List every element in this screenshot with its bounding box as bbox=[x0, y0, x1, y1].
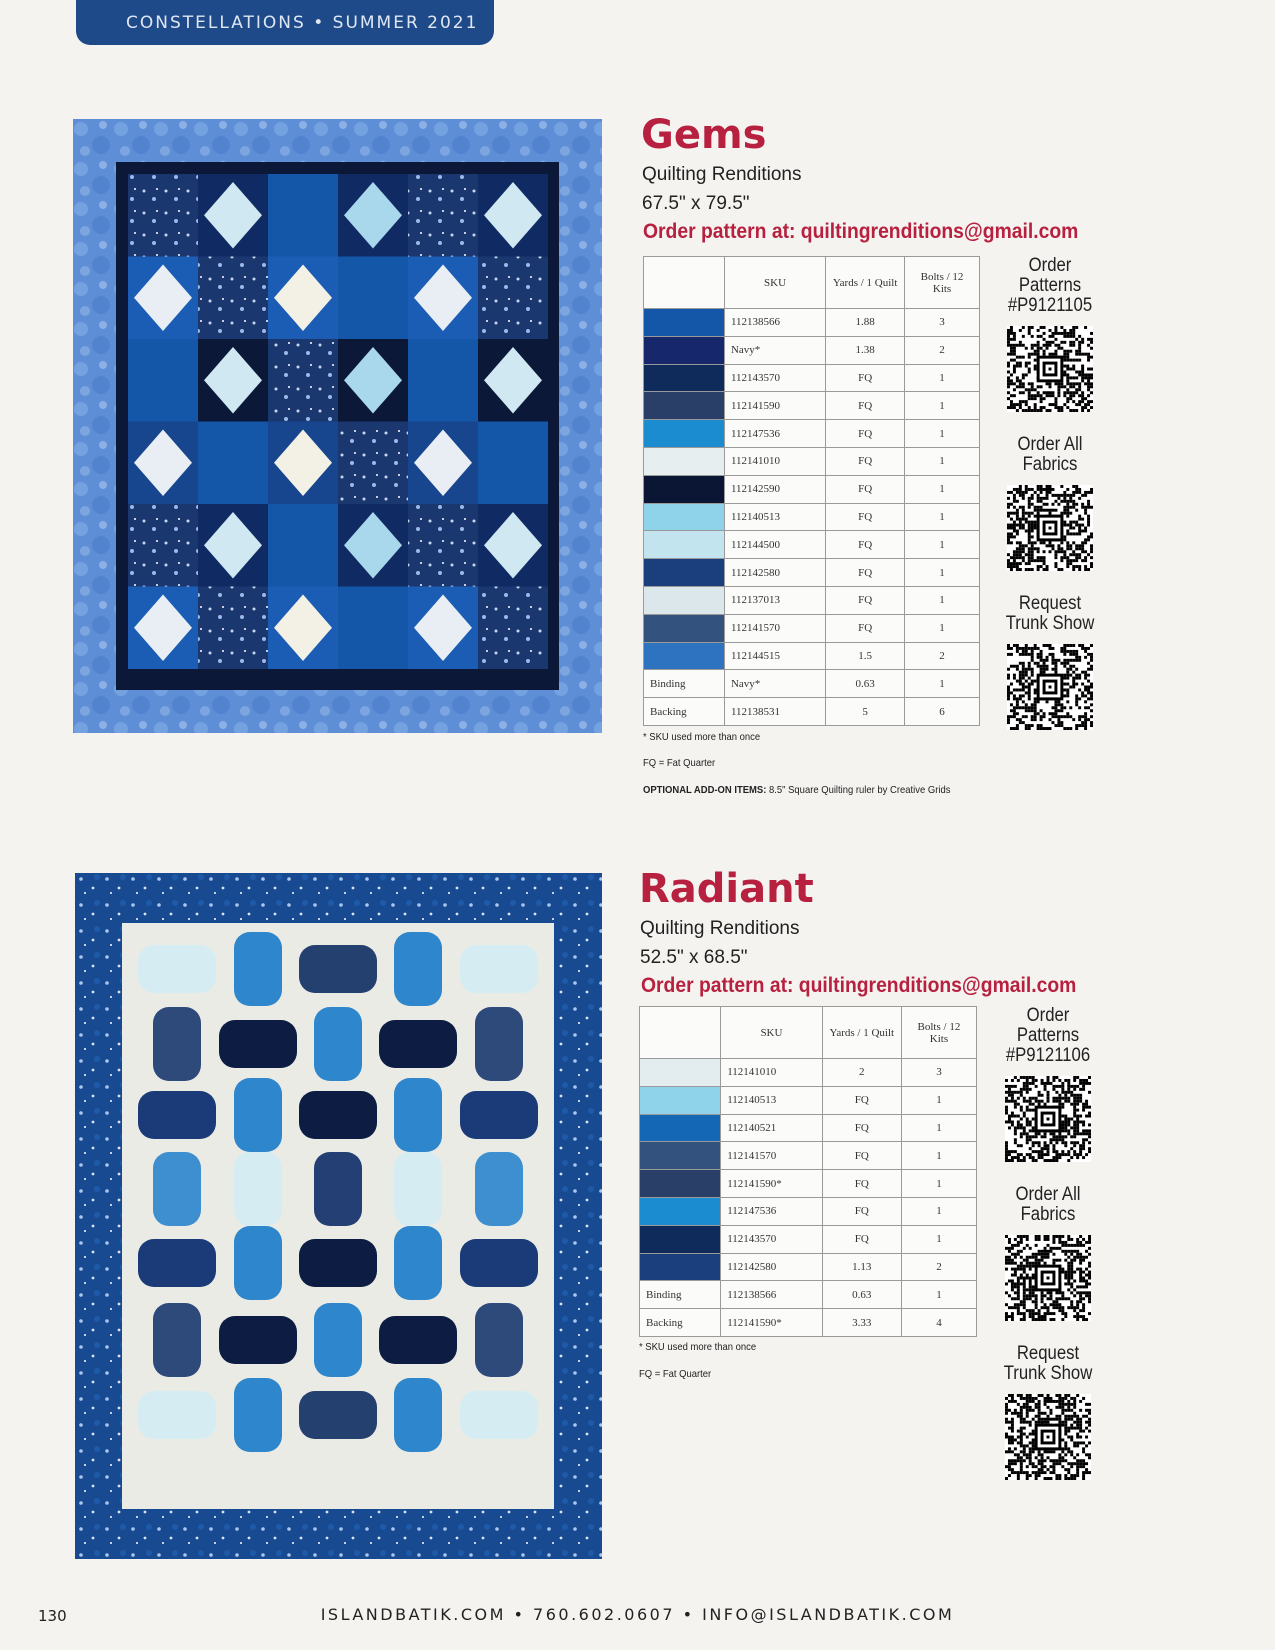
sku-cell: 112141570 bbox=[721, 1142, 823, 1170]
yards-cell: FQ bbox=[822, 1197, 901, 1225]
bolts-cell: 1 bbox=[905, 586, 980, 614]
quilt-oval bbox=[314, 1303, 362, 1377]
table-row bbox=[640, 1197, 977, 1225]
bolts-cell: 2 bbox=[901, 1253, 976, 1281]
quilt-oval bbox=[314, 1152, 362, 1226]
yards-cell: FQ bbox=[822, 1225, 901, 1253]
quilt-oval bbox=[138, 1091, 216, 1139]
table-row bbox=[640, 1281, 977, 1309]
sku-cell: 112140513 bbox=[724, 503, 825, 531]
quilt-block bbox=[408, 174, 478, 257]
gems-qr-order-fabrics[interactable] bbox=[990, 435, 1110, 576]
bolts-cell: 1 bbox=[901, 1114, 976, 1142]
quilt-block bbox=[478, 587, 548, 670]
quilt-block bbox=[128, 174, 198, 257]
quilt-oval bbox=[460, 1239, 538, 1287]
qr-code-icon bbox=[1005, 1076, 1091, 1162]
addon-label: OPTIONAL ADD-ON ITEMS: bbox=[643, 784, 767, 796]
table-row bbox=[644, 336, 980, 364]
yards-header: Yards / 1 Quilt bbox=[822, 1007, 901, 1059]
quilt-oval bbox=[394, 1226, 442, 1300]
fabric-swatch bbox=[640, 1253, 721, 1281]
table-row bbox=[644, 392, 980, 420]
bolts-cell: 1 bbox=[905, 420, 980, 448]
quilt-oval bbox=[379, 1316, 457, 1364]
yards-cell: FQ bbox=[826, 475, 905, 503]
fabric-swatch bbox=[640, 1225, 721, 1253]
yards-cell: FQ bbox=[826, 420, 905, 448]
row-label: Binding bbox=[640, 1281, 721, 1309]
quilt-oval bbox=[153, 1152, 201, 1226]
sku-cell: 112142590 bbox=[724, 475, 825, 503]
yards-cell: 1.5 bbox=[826, 642, 905, 670]
sku-cell: 112137013 bbox=[724, 586, 825, 614]
quilt-oval bbox=[219, 1316, 297, 1364]
bolts-cell: 1 bbox=[905, 475, 980, 503]
gems-fabric-table bbox=[643, 256, 980, 726]
table-row bbox=[640, 1253, 977, 1281]
sku-cell: Navy* bbox=[724, 336, 825, 364]
quilt-oval bbox=[475, 1007, 523, 1081]
yards-cell: FQ bbox=[826, 503, 905, 531]
yards-cell: FQ bbox=[826, 364, 905, 392]
fabric-swatch bbox=[644, 420, 725, 448]
yards-cell: FQ bbox=[822, 1114, 901, 1142]
yards-cell: 1.13 bbox=[822, 1253, 901, 1281]
yards-cell: FQ bbox=[826, 559, 905, 587]
bolts-cell: 3 bbox=[901, 1059, 976, 1087]
fabric-swatch bbox=[640, 1114, 721, 1142]
bolts-cell: 1 bbox=[901, 1197, 976, 1225]
yards-cell: FQ bbox=[826, 531, 905, 559]
radiant-qr-order-fabrics[interactable] bbox=[988, 1185, 1108, 1326]
table-row bbox=[640, 1225, 977, 1253]
yards-cell: FQ bbox=[822, 1170, 901, 1198]
fabric-swatch bbox=[640, 1142, 721, 1170]
quilt-block bbox=[338, 422, 408, 505]
qr-code-icon bbox=[1007, 644, 1093, 730]
quilt-oval bbox=[394, 932, 442, 1006]
bolts-cell: 1 bbox=[905, 392, 980, 420]
fabric-swatch bbox=[644, 503, 725, 531]
quilt-oval bbox=[379, 1020, 457, 1068]
bolts-header: Bolts / 12 Kits bbox=[905, 257, 980, 309]
quilt-oval bbox=[299, 1091, 377, 1139]
sku-cell: 112143570 bbox=[724, 364, 825, 392]
table-row bbox=[644, 559, 980, 587]
sku-cell: 112140513 bbox=[721, 1086, 823, 1114]
quilt-oval bbox=[475, 1152, 523, 1226]
table-row bbox=[644, 670, 980, 698]
bolts-cell: 2 bbox=[905, 642, 980, 670]
sku-header: SKU bbox=[724, 257, 825, 309]
gems-order-link[interactable]: Order pattern at: quiltingrenditions@gmail.com bbox=[643, 220, 1079, 243]
table-row bbox=[640, 1059, 977, 1087]
fabric-swatch bbox=[644, 447, 725, 475]
radiant-qr-column bbox=[988, 1006, 1108, 1485]
gems-qr-column bbox=[990, 256, 1110, 735]
fabric-swatch bbox=[644, 475, 725, 503]
gems-sku-note: * SKU used more than once bbox=[643, 731, 761, 743]
yards-cell: FQ bbox=[826, 586, 905, 614]
quilt-block bbox=[268, 174, 338, 257]
quilt-oval bbox=[234, 1226, 282, 1300]
sku-cell: 112141010 bbox=[721, 1059, 823, 1087]
table-row bbox=[640, 1170, 977, 1198]
sku-cell: 112141010 bbox=[724, 447, 825, 475]
table-row bbox=[640, 1086, 977, 1114]
quilt-oval bbox=[299, 1239, 377, 1287]
table-row bbox=[644, 698, 980, 726]
quilt-oval bbox=[460, 1091, 538, 1139]
sku-cell: 112147536 bbox=[721, 1197, 823, 1225]
sku-cell: 112141590* bbox=[721, 1170, 823, 1198]
table-row bbox=[644, 309, 980, 337]
quilt-oval bbox=[475, 1303, 523, 1377]
sku-cell: 112141590 bbox=[724, 392, 825, 420]
quilt-block bbox=[478, 422, 548, 505]
swatch-header bbox=[640, 1007, 721, 1059]
quilt-block bbox=[268, 339, 338, 422]
qr-label: Order Patterns #P9121105 bbox=[1007, 255, 1093, 316]
fabric-swatch bbox=[640, 1086, 721, 1114]
quilt-oval bbox=[138, 1391, 216, 1439]
table-row bbox=[644, 531, 980, 559]
quilt-oval bbox=[299, 945, 377, 993]
yards-cell: 5 bbox=[826, 698, 905, 726]
quilt-block bbox=[198, 587, 268, 670]
yards-cell: 0.63 bbox=[826, 670, 905, 698]
quilt-oval bbox=[138, 1239, 216, 1287]
table-row bbox=[644, 420, 980, 448]
quilt-block bbox=[268, 504, 338, 587]
row-label: Backing bbox=[640, 1309, 721, 1337]
bolts-cell: 1 bbox=[905, 614, 980, 642]
bolts-cell: 1 bbox=[901, 1281, 976, 1309]
quilt-block bbox=[408, 504, 478, 587]
sku-cell: 112143570 bbox=[721, 1225, 823, 1253]
gems-fq-note: FQ = Fat Quarter bbox=[643, 757, 716, 769]
sku-cell: 112144515 bbox=[724, 642, 825, 670]
gems-qr-order-patterns[interactable] bbox=[990, 256, 1110, 417]
gems-addon-note bbox=[643, 785, 967, 796]
table-row bbox=[644, 447, 980, 475]
table-row bbox=[644, 586, 980, 614]
gems-size: 67.5" x 79.5" bbox=[642, 193, 750, 214]
quilt-block bbox=[128, 504, 198, 587]
sku-header: SKU bbox=[721, 1007, 823, 1059]
radiant-quilt-image bbox=[75, 873, 602, 1559]
yards-cell: 1.88 bbox=[826, 309, 905, 337]
sku-cell: 112138566 bbox=[724, 309, 825, 337]
fabric-swatch bbox=[640, 1170, 721, 1198]
gems-designer: Quilting Renditions bbox=[642, 164, 802, 185]
quilt-oval bbox=[219, 1020, 297, 1068]
quilt-oval bbox=[299, 1391, 377, 1439]
fabric-swatch bbox=[640, 1059, 721, 1087]
sku-cell: 112138566 bbox=[721, 1281, 823, 1309]
footer-contact: ISLANDBATIK.COM • 760.602.0607 • INFO@ISLANDBATIK.COM bbox=[320, 1605, 955, 1624]
quilt-oval bbox=[394, 1078, 442, 1152]
qr-label: Request Trunk Show bbox=[1005, 593, 1095, 634]
bolts-cell: 3 bbox=[905, 309, 980, 337]
section-header-tab bbox=[76, 0, 494, 45]
quilt-oval bbox=[460, 945, 538, 993]
quilt-block bbox=[478, 257, 548, 340]
table-row bbox=[640, 1309, 977, 1337]
page-number: 130 bbox=[38, 1607, 67, 1625]
swatch-header bbox=[644, 257, 725, 309]
fabric-swatch bbox=[644, 531, 725, 559]
gems-qr-trunk-show[interactable] bbox=[990, 594, 1110, 735]
quilt-block bbox=[408, 339, 478, 422]
bolts-header: Bolts / 12 Kits bbox=[901, 1007, 976, 1059]
yards-cell: 1.38 bbox=[826, 336, 905, 364]
yards-cell: FQ bbox=[822, 1086, 901, 1114]
table-row bbox=[644, 642, 980, 670]
sku-cell: 112140521 bbox=[721, 1114, 823, 1142]
bolts-cell: 6 bbox=[905, 698, 980, 726]
sku-cell: 112141590* bbox=[721, 1309, 823, 1337]
table-row bbox=[644, 364, 980, 392]
quilt-oval bbox=[234, 1378, 282, 1452]
quilt-oval bbox=[234, 932, 282, 1006]
table-row bbox=[640, 1142, 977, 1170]
radiant-qr-trunk-show[interactable] bbox=[988, 1344, 1108, 1485]
bolts-cell: 1 bbox=[905, 531, 980, 559]
addon-text: 8.5" Square Quilting ruler by Creative Grids bbox=[766, 784, 951, 796]
fabric-swatch bbox=[644, 309, 725, 337]
sku-cell: Navy* bbox=[724, 670, 825, 698]
quilt-block bbox=[338, 587, 408, 670]
row-label: Backing bbox=[644, 698, 725, 726]
gems-title: Gems bbox=[641, 112, 767, 158]
fabric-swatch bbox=[644, 559, 725, 587]
quilt-oval bbox=[394, 1152, 442, 1226]
fabric-swatch bbox=[640, 1197, 721, 1225]
yards-cell: 0.63 bbox=[822, 1281, 901, 1309]
qr-label: Order All Fabrics bbox=[1015, 1184, 1081, 1225]
bolts-cell: 1 bbox=[905, 670, 980, 698]
bolts-cell: 1 bbox=[905, 559, 980, 587]
radiant-order-link[interactable]: Order pattern at: quiltingrenditions@gmail.com bbox=[641, 974, 1077, 997]
qr-code-icon bbox=[1007, 326, 1093, 412]
quilt-block bbox=[198, 257, 268, 340]
bolts-cell: 1 bbox=[901, 1142, 976, 1170]
bolts-cell: 2 bbox=[905, 336, 980, 364]
radiant-fq-note: FQ = Fat Quarter bbox=[639, 1368, 712, 1380]
radiant-qr-order-patterns[interactable] bbox=[988, 1006, 1108, 1167]
bolts-cell: 1 bbox=[905, 364, 980, 392]
yards-cell: FQ bbox=[826, 447, 905, 475]
sku-cell: 112138531 bbox=[724, 698, 825, 726]
qr-label: Order All Fabrics bbox=[1017, 434, 1083, 475]
fabric-swatch bbox=[644, 336, 725, 364]
gems-quilt-image bbox=[73, 119, 602, 733]
quilt-oval bbox=[234, 1078, 282, 1152]
bolts-cell: 4 bbox=[901, 1309, 976, 1337]
radiant-title: Radiant bbox=[639, 866, 814, 912]
qr-label: Request Trunk Show bbox=[1003, 1343, 1093, 1384]
radiant-fabric-table bbox=[639, 1006, 977, 1337]
quilt-oval bbox=[153, 1007, 201, 1081]
qr-label: Order Patterns #P9121106 bbox=[1005, 1005, 1091, 1066]
radiant-sku-note: * SKU used more than once bbox=[639, 1341, 757, 1353]
fabric-swatch bbox=[644, 614, 725, 642]
yards-cell: FQ bbox=[822, 1142, 901, 1170]
section-header-label: CONSTELLATIONS • SUMMER 2021 bbox=[126, 12, 479, 33]
quilt-oval bbox=[460, 1391, 538, 1439]
yards-cell: 2 bbox=[822, 1059, 901, 1087]
sku-cell: 112147536 bbox=[724, 420, 825, 448]
qr-code-icon bbox=[1005, 1394, 1091, 1480]
table-row bbox=[644, 614, 980, 642]
radiant-designer: Quilting Renditions bbox=[640, 918, 800, 939]
bolts-cell: 1 bbox=[901, 1086, 976, 1114]
quilt-oval bbox=[394, 1378, 442, 1452]
quilt-block bbox=[338, 257, 408, 340]
bolts-cell: 1 bbox=[901, 1225, 976, 1253]
quilt-block bbox=[128, 339, 198, 422]
fabric-swatch bbox=[644, 642, 725, 670]
qr-code-icon bbox=[1007, 485, 1093, 571]
quilt-oval bbox=[234, 1152, 282, 1226]
sku-cell: 112142580 bbox=[721, 1253, 823, 1281]
yards-header: Yards / 1 Quilt bbox=[826, 257, 905, 309]
quilt-oval bbox=[138, 945, 216, 993]
table-row bbox=[640, 1114, 977, 1142]
quilt-oval bbox=[153, 1303, 201, 1377]
qr-code-icon bbox=[1005, 1235, 1091, 1321]
yards-cell: 3.33 bbox=[822, 1309, 901, 1337]
radiant-size: 52.5" x 68.5" bbox=[640, 947, 748, 968]
bolts-cell: 1 bbox=[901, 1170, 976, 1198]
fabric-swatch bbox=[644, 392, 725, 420]
bolts-cell: 1 bbox=[905, 503, 980, 531]
bolts-cell: 1 bbox=[905, 447, 980, 475]
table-row bbox=[644, 475, 980, 503]
yards-cell: FQ bbox=[826, 614, 905, 642]
sku-cell: 112142580 bbox=[724, 559, 825, 587]
table-row bbox=[644, 503, 980, 531]
sku-cell: 112144500 bbox=[724, 531, 825, 559]
yards-cell: FQ bbox=[826, 392, 905, 420]
quilt-block bbox=[198, 422, 268, 505]
sku-cell: 112141570 bbox=[724, 614, 825, 642]
row-label: Binding bbox=[644, 670, 725, 698]
fabric-swatch bbox=[644, 364, 725, 392]
quilt-oval bbox=[314, 1007, 362, 1081]
fabric-swatch bbox=[644, 586, 725, 614]
